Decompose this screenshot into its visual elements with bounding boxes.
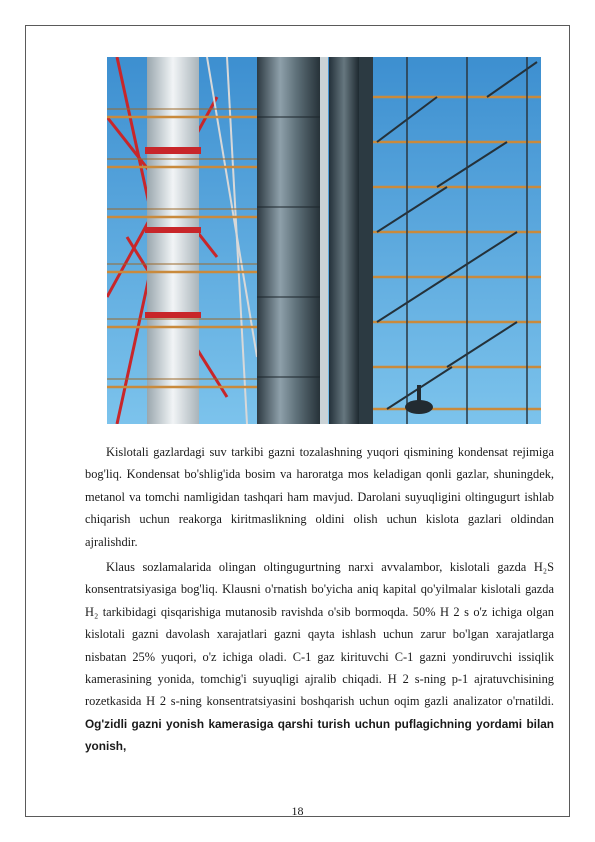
industrial-refinery-photo-icon bbox=[107, 57, 541, 424]
paragraph bbox=[85, 441, 554, 553]
paragraph-text: Klaus sozlamalarida olingan oltingugurtning narxi avvalambor, kislotali gazda H₂S konsentratsiyasiga bog'liq. Klausni o'rnatish bo'yicha aniq kapital qo'yilmalar kislotali gazda H₂ tarkibidagi qisqarishiga mutanosib ravishda o'sib bormoqda. 50% H 2 s o'z ichiga olgan kislotali gazni davolash xarajatlari gazni qayta ishlash uchun zarur bo'lgan xarajatlarga nisbatan 25% yuqori, o'z ichiga oladi. C-1 gaz kirituvchi C-1 gazni yondiruvchi issiqlik kamerasining yonida, tomchig'i suyuqligi ajralib chiqadi. H 2 s-ning p-1 ajratuvchisining rozetkasida H 2 s-ning konsentratsiyasini boshqarish uchun oqim gazli analizator o'rnatildi. bbox=[85, 560, 554, 709]
paragraph-text: Kislotali gazlardagi suv tarkibi gazni tozalashning yuqori qismining kondensat rejimiga bog'liq. Kondensat bo'shlig'ida bosim va haroratga mos keladigan qonli gazlar, shuningdek, metanol va tomchi namligidan tashqari ham mavjud. Darolani suyuqligini oltingugurt ishlab chiqarish uchun reakorga kiritmaslikning oldini olish uchun kislota gazlari oldindan ajralishdir. bbox=[85, 445, 554, 549]
refinery-photo bbox=[107, 57, 541, 424]
body-text bbox=[85, 441, 554, 761]
page-number: 18 bbox=[291, 804, 304, 818]
paragraph-bold-text: Og'zidli gazni yonish kamerasiga qarshi turish uchun puflagichning yordami bilan yonish, bbox=[85, 716, 554, 754]
paragraph bbox=[85, 556, 554, 758]
